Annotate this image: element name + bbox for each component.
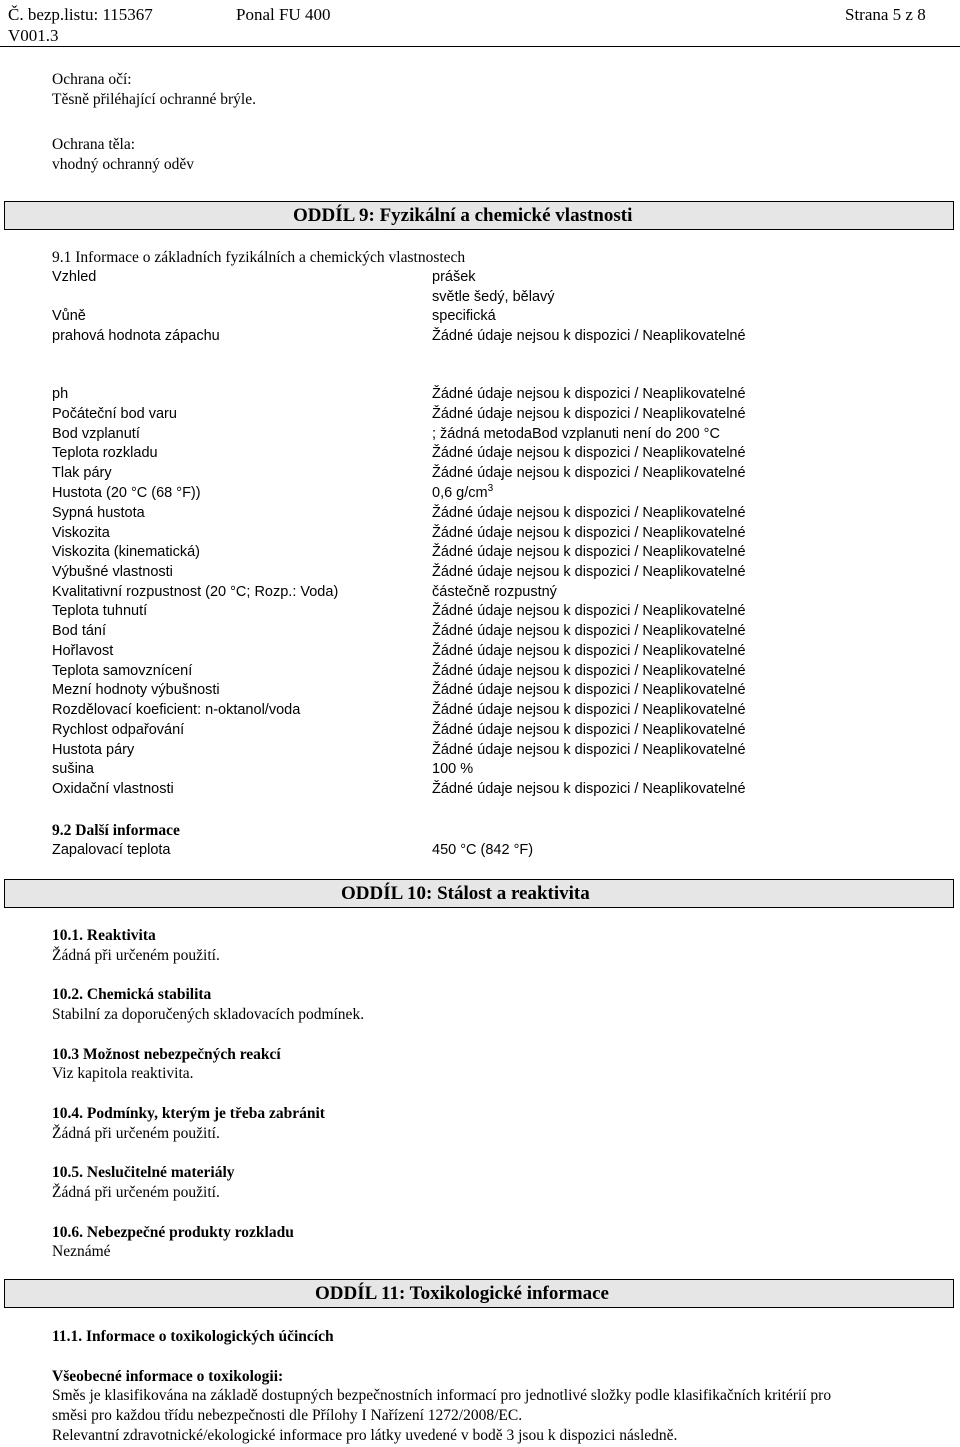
table-row: Tlak páry Žádné údaje nejsou k dispozici / Neaplikovatelné [52, 465, 746, 481]
page-number: Strana 5 z 8 [845, 5, 926, 24]
table-row: Teplota samovznícení Žádné údaje nejsou k dispozici / Neaplikovatelné [52, 663, 746, 679]
body-protection-text: vhodný ochranný oděv [52, 156, 195, 173]
section-10-4-title: 10.4. Podmínky, kterým je třeba zabránit [52, 1105, 325, 1122]
table-row: Hustota (20 °C (68 °F)) 0,6 $g/cm^3$ [52, 483, 494, 501]
section-9-heading [4, 201, 954, 230]
page-header [0, 4, 960, 47]
tox-text-line-3: Relevantní zdravotnické/ekologické informace pro látky uvedené v bodě 3 jsou k dispozici následně. [52, 1427, 678, 1444]
odour-threshold-value: Žádné údaje nejsou k dispozici / Neaplikovatelné [432, 328, 746, 344]
section-11-1-title: 11.1. Informace o toxikologických účincích [52, 1328, 334, 1345]
appearance-color: světle šedý, bělavý [432, 289, 555, 305]
ignition-label: Zapalovací teplota [52, 842, 171, 858]
table-row: Sypná hustota Žádné údaje nejsou k dispozici / Neaplikovatelné [52, 505, 746, 521]
table-row: Kvalitativní rozpustnost (20 °C; Rozp.: Voda) částečně rozpustný [52, 584, 557, 600]
table-row: sušina 100 % [52, 761, 474, 777]
tox-text-line-1: Směs je klasifikována na základě dostupných bezpečnostních informací pro jednotlivé složky podle klasifikačních kritérií pro [52, 1387, 832, 1404]
table-row: Rychlost odpařování Žádné údaje nejsou k dispozici / Neaplikovatelné [52, 722, 746, 738]
section-10-3-text: Viz kapitola reaktivita. [52, 1065, 194, 1082]
section-10-title: ODDÍL 10: Stálost a reaktivita [341, 883, 590, 904]
table-row: Bod vzplanutí ; žádná metodaBod vzplanuti není do 200 °C [52, 426, 720, 442]
section-10-1-text: Žádná při určeném použití. [52, 947, 220, 964]
table-row: Rozdělovací koeficient: n-oktanol/voda Žádné údaje nejsou k dispozici / Neaplikovatelné [52, 702, 746, 718]
table-row: Hořlavost Žádné údaje nejsou k dispozici / Neaplikovatelné [52, 643, 746, 659]
tox-text-line-2: směsi pro každou třídu nebezpečnosti dle Přílohy I Nařízení 1272/2008/EC. [52, 1407, 523, 1424]
section-10-4-text: Žádná při určeném použití. [52, 1125, 220, 1142]
table-row: Oxidační vlastnosti Žádné údaje nejsou k dispozici / Neaplikovatelné [52, 781, 746, 797]
eye-protection-title: Ochrana očí: [52, 71, 132, 88]
version: V001.3 [8, 26, 59, 45]
table-row: ph Žádné údaje nejsou k dispozici / Neaplikovatelné [52, 386, 746, 402]
section-10-2-title: 10.2. Chemická stabilita [52, 986, 212, 1003]
sheet-number: Č. bezp.listu: 115367 [8, 5, 153, 24]
section-10-1-title: 10.1. Reaktivita [52, 927, 156, 944]
body-protection-title: Ochrana těla: [52, 136, 136, 153]
section-10-5-title: 10.5. Neslučitelné materiály [52, 1164, 235, 1181]
table-row: Viskozita (kinematická) Žádné údaje nejsou k dispozici / Neaplikovatelné [52, 544, 746, 560]
table-row: Hustota páry Žádné údaje nejsou k dispozici / Neaplikovatelné [52, 742, 746, 758]
section-11-title: ODDÍL 11: Toxikologické informace [315, 1283, 609, 1304]
product-name: Ponal FU 400 [236, 5, 331, 24]
section-9-2-title: 9.2 Další informace [52, 822, 180, 839]
section-10-heading [4, 879, 954, 908]
table-row: Výbušné vlastnosti Žádné údaje nejsou k dispozici / Neaplikovatelné [52, 564, 746, 580]
ignition-value: 450 °C (842 °F) [432, 842, 534, 858]
table-row: Počáteční bod varu Žádné údaje nejsou k dispozici / Neaplikovatelné [52, 406, 746, 422]
odour-label: Vůně [52, 308, 86, 324]
general-tox-title: Všeobecné informace o toxikologii: [52, 1368, 284, 1385]
appearance-value: prášek [432, 269, 476, 285]
density-value: 0,6 $g/cm^3$ [432, 483, 494, 501]
table-row: Teplota rozkladu Žádné údaje nejsou k dispozici / Neaplikovatelné [52, 445, 746, 461]
odour-threshold-label: prahová hodnota zápachu [52, 328, 220, 344]
eye-protection-text: Těsně přiléhající ochranné brýle. [52, 91, 256, 108]
section-10-6-title: 10.6. Nebezpečné produkty rozkladu [52, 1224, 294, 1241]
section-10-6-text: Neznámé [52, 1243, 111, 1260]
section-10-3-title: 10.3 Možnost nebezpečných reakcí [52, 1046, 281, 1063]
table-row: Mezní hodnoty výbušnosti Žádné údaje nejsou k dispozici / Neaplikovatelné [52, 682, 746, 698]
section-11-heading [4, 1279, 954, 1308]
section-10-5-text: Žádná při určeném použití. [52, 1184, 220, 1201]
appearance-label: Vzhled [52, 269, 97, 285]
section-9-1-title: 9.1 Informace o základních fyzikálních a chemických vlastnostech [52, 249, 466, 266]
section-9-title: ODDÍL 9: Fyzikální a chemické vlastnosti [293, 205, 633, 226]
table-row: Viskozita Žádné údaje nejsou k dispozici / Neaplikovatelné [52, 525, 746, 541]
section-10-2-text: Stabilní za doporučených skladovacích podmínek. [52, 1006, 365, 1023]
odour-value: specifická [432, 308, 496, 324]
table-row: Teplota tuhnutí Žádné údaje nejsou k dispozici / Neaplikovatelné [52, 603, 746, 619]
table-row: Bod tání Žádné údaje nejsou k dispozici / Neaplikovatelné [52, 623, 746, 639]
